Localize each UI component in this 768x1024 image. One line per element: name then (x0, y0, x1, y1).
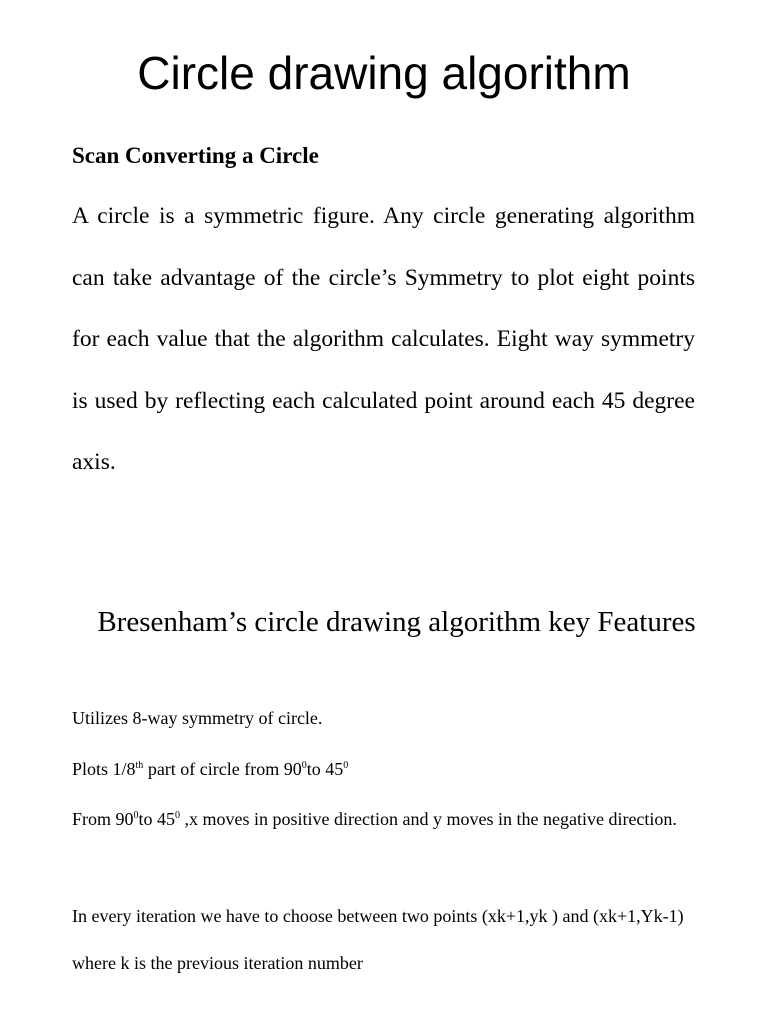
superscript: 0 (175, 810, 181, 821)
feature-text: to 45 (138, 809, 176, 829)
feature-item (72, 796, 695, 843)
feature-item: In every iteration we have to choose between two points (xk+1,yk ) and (xk+1,Yk-1) where k is the previous iteration number (72, 906, 684, 973)
document-title: Circle drawing algorithm (137, 47, 631, 99)
features-heading: Bresenham’s circle drawing algorithm key Features (97, 606, 696, 638)
feature-item: Utilizes 8-way symmetry of circle. (72, 708, 323, 728)
feature-text: to 45 (306, 759, 344, 779)
feature-text: From 90 (72, 809, 134, 829)
feature-text: part of circle from 90 (143, 759, 302, 779)
superscript: 0 (301, 760, 307, 771)
section-heading: Scan Converting a Circle (72, 143, 319, 168)
superscript: 0 (343, 760, 349, 771)
superscript: th (135, 760, 144, 771)
intro-paragraph: A circle is a symmetric figure. Any circle generating algorithm can take advantage of the circle’s Symmetry to plot eight points for each value that the algorithm calculates. Eight way symmetry is used by reflecting each calculated point around each 45 degree axis. (72, 203, 695, 475)
feature-text: ,x moves in positive direction and y moves in the negative direction. (180, 809, 677, 829)
feature-item (72, 756, 695, 782)
feature-text: Plots 1/8 (72, 759, 136, 779)
superscript: 0 (133, 810, 139, 821)
